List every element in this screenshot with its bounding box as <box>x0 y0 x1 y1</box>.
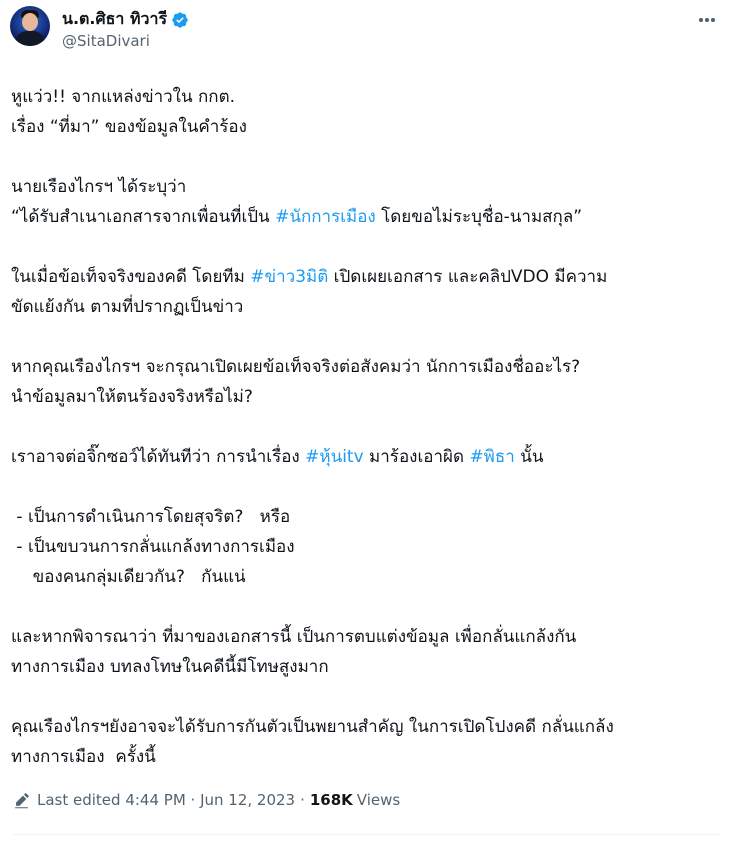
edited-timestamp-link[interactable]: Last edited 4:44 PM · Jun 12, 2023 <box>37 791 296 809</box>
tweet-line <box>11 322 721 352</box>
tweet-text-segment: เราอาจต่อจิ๊กซอว์ได้ทันทีว่า การนำเรื่อง <box>11 447 306 467</box>
tweet-text-segment: มาร้องเอาผิด <box>363 447 470 467</box>
tweet-text-segment: ในเมื่อข้อเท็จจริงของคดี โดยทีม <box>11 267 251 287</box>
author-handle[interactable]: @SitaDivari <box>62 32 150 50</box>
tweet-text-segment: นายเรืองไกรฯ ได้ระบุว่า <box>11 177 187 197</box>
tweet-line <box>11 112 721 142</box>
tweet-line <box>11 652 721 682</box>
tweet-text <box>11 82 721 772</box>
tweet-text-segment: และหากพิจารณาว่า ที่มาของเอกสารนี้ เป็นการตบแต่งข้อมูล เพื่อกลั่นแกล้งกัน <box>11 627 577 647</box>
hashtag-link[interactable]: #นักการเมือง <box>275 207 376 227</box>
tweet-text-segment: เรื่อง “ที่มา” ของข้อมูลในคำร้อง <box>11 117 247 137</box>
tweet-meta <box>13 791 400 809</box>
pencil-edit-icon <box>13 792 30 809</box>
tweet-text-segment: คุณเรืองไกรฯยังอาจจะได้รับการกันตัวเป็นพยานสำคัญ ในการเปิดโปงคดี กลั่นแกล้ง <box>11 717 614 737</box>
tweet-line <box>11 442 721 472</box>
more-dot <box>711 18 715 22</box>
tweet-line <box>11 382 721 412</box>
more-dot <box>705 18 709 22</box>
tweet-line <box>11 262 721 292</box>
tweet-text-segment: นั้น <box>514 447 544 467</box>
tweet-line <box>11 532 721 562</box>
hashtag-link[interactable]: #พิธา <box>469 447 515 467</box>
tweet-text-segment: นำข้อมูลมาให้ตนร้องจริงหรือไม่? <box>11 387 253 407</box>
tweet-line <box>11 292 721 322</box>
tweet-line <box>11 142 721 172</box>
divider <box>13 834 720 835</box>
tweet-text-segment: ของคนกลุ่มเดียวกัน? กันแน่ <box>11 567 246 587</box>
tweet-text-segment: - เป็นการดำเนินการโดยสุจริต? หรือ <box>11 507 291 527</box>
tweet-line <box>11 742 721 772</box>
more-dot <box>699 18 703 22</box>
tweet-text-segment: ขัดแย้งกัน ตามที่ปรากฏเป็นข่าว <box>11 297 244 317</box>
tweet-line <box>11 472 721 502</box>
tweet-line <box>11 352 721 382</box>
more-options-icon[interactable] <box>695 10 719 30</box>
tweet-line <box>11 712 721 742</box>
author-name-row <box>62 7 189 32</box>
avatar-body <box>15 31 45 46</box>
hashtag-link[interactable]: #หุ้นitv <box>305 447 364 467</box>
tweet-text-segment: เปิดเผยเอกสาร และคลิปVDO มีความ <box>328 267 608 287</box>
tweet-text-segment: หูแว่ว!! จากแหล่งข่าวใน กกต. <box>11 87 236 107</box>
author-display-name[interactable]: น.ต.ศิธา ทิวารี <box>62 9 168 28</box>
tweet-line <box>11 502 721 532</box>
tweet-line <box>11 592 721 622</box>
views-label: Views <box>356 791 401 809</box>
tweet-line <box>11 622 721 652</box>
tweet-line <box>11 82 721 112</box>
tweet-line <box>11 682 721 712</box>
tweet-line <box>11 202 721 232</box>
avatar-face <box>22 13 38 31</box>
avatar[interactable] <box>10 6 50 46</box>
tweet-text-segment: หากคุณเรืองไกรฯ จะกรุณาเปิดเผยข้อเท็จจริงต่อสังคมว่า นักการเมืองชื่ออะไร? <box>11 357 581 377</box>
verified-badge-icon[interactable] <box>171 11 189 29</box>
tweet-line <box>11 562 721 592</box>
tweet-line <box>11 232 721 262</box>
tweet-line <box>11 412 721 442</box>
hashtag-link[interactable]: #ข่าว3มิติ <box>250 267 329 287</box>
tweet-line <box>11 172 721 202</box>
tweet-text-segment: โดยขอไม่ระบุชื่อ-นามสกุล” <box>375 207 583 227</box>
tweet-text-segment: ทางการเมือง บทลงโทษในคดีนี้มีโทษสูงมาก <box>11 657 329 677</box>
tweet-text-segment: - เป็นขบวนการกลั่นแกล้งทางการเมือง <box>11 537 295 557</box>
meta-separator: · <box>300 791 305 809</box>
tweet-text-segment: “ได้รับสำเนาเอกสารจากเพื่อนที่เป็น <box>11 207 276 227</box>
tweet-text-segment: ทางการเมือง ครั้งนี้ <box>11 747 156 767</box>
views-count: 168K <box>309 791 353 809</box>
